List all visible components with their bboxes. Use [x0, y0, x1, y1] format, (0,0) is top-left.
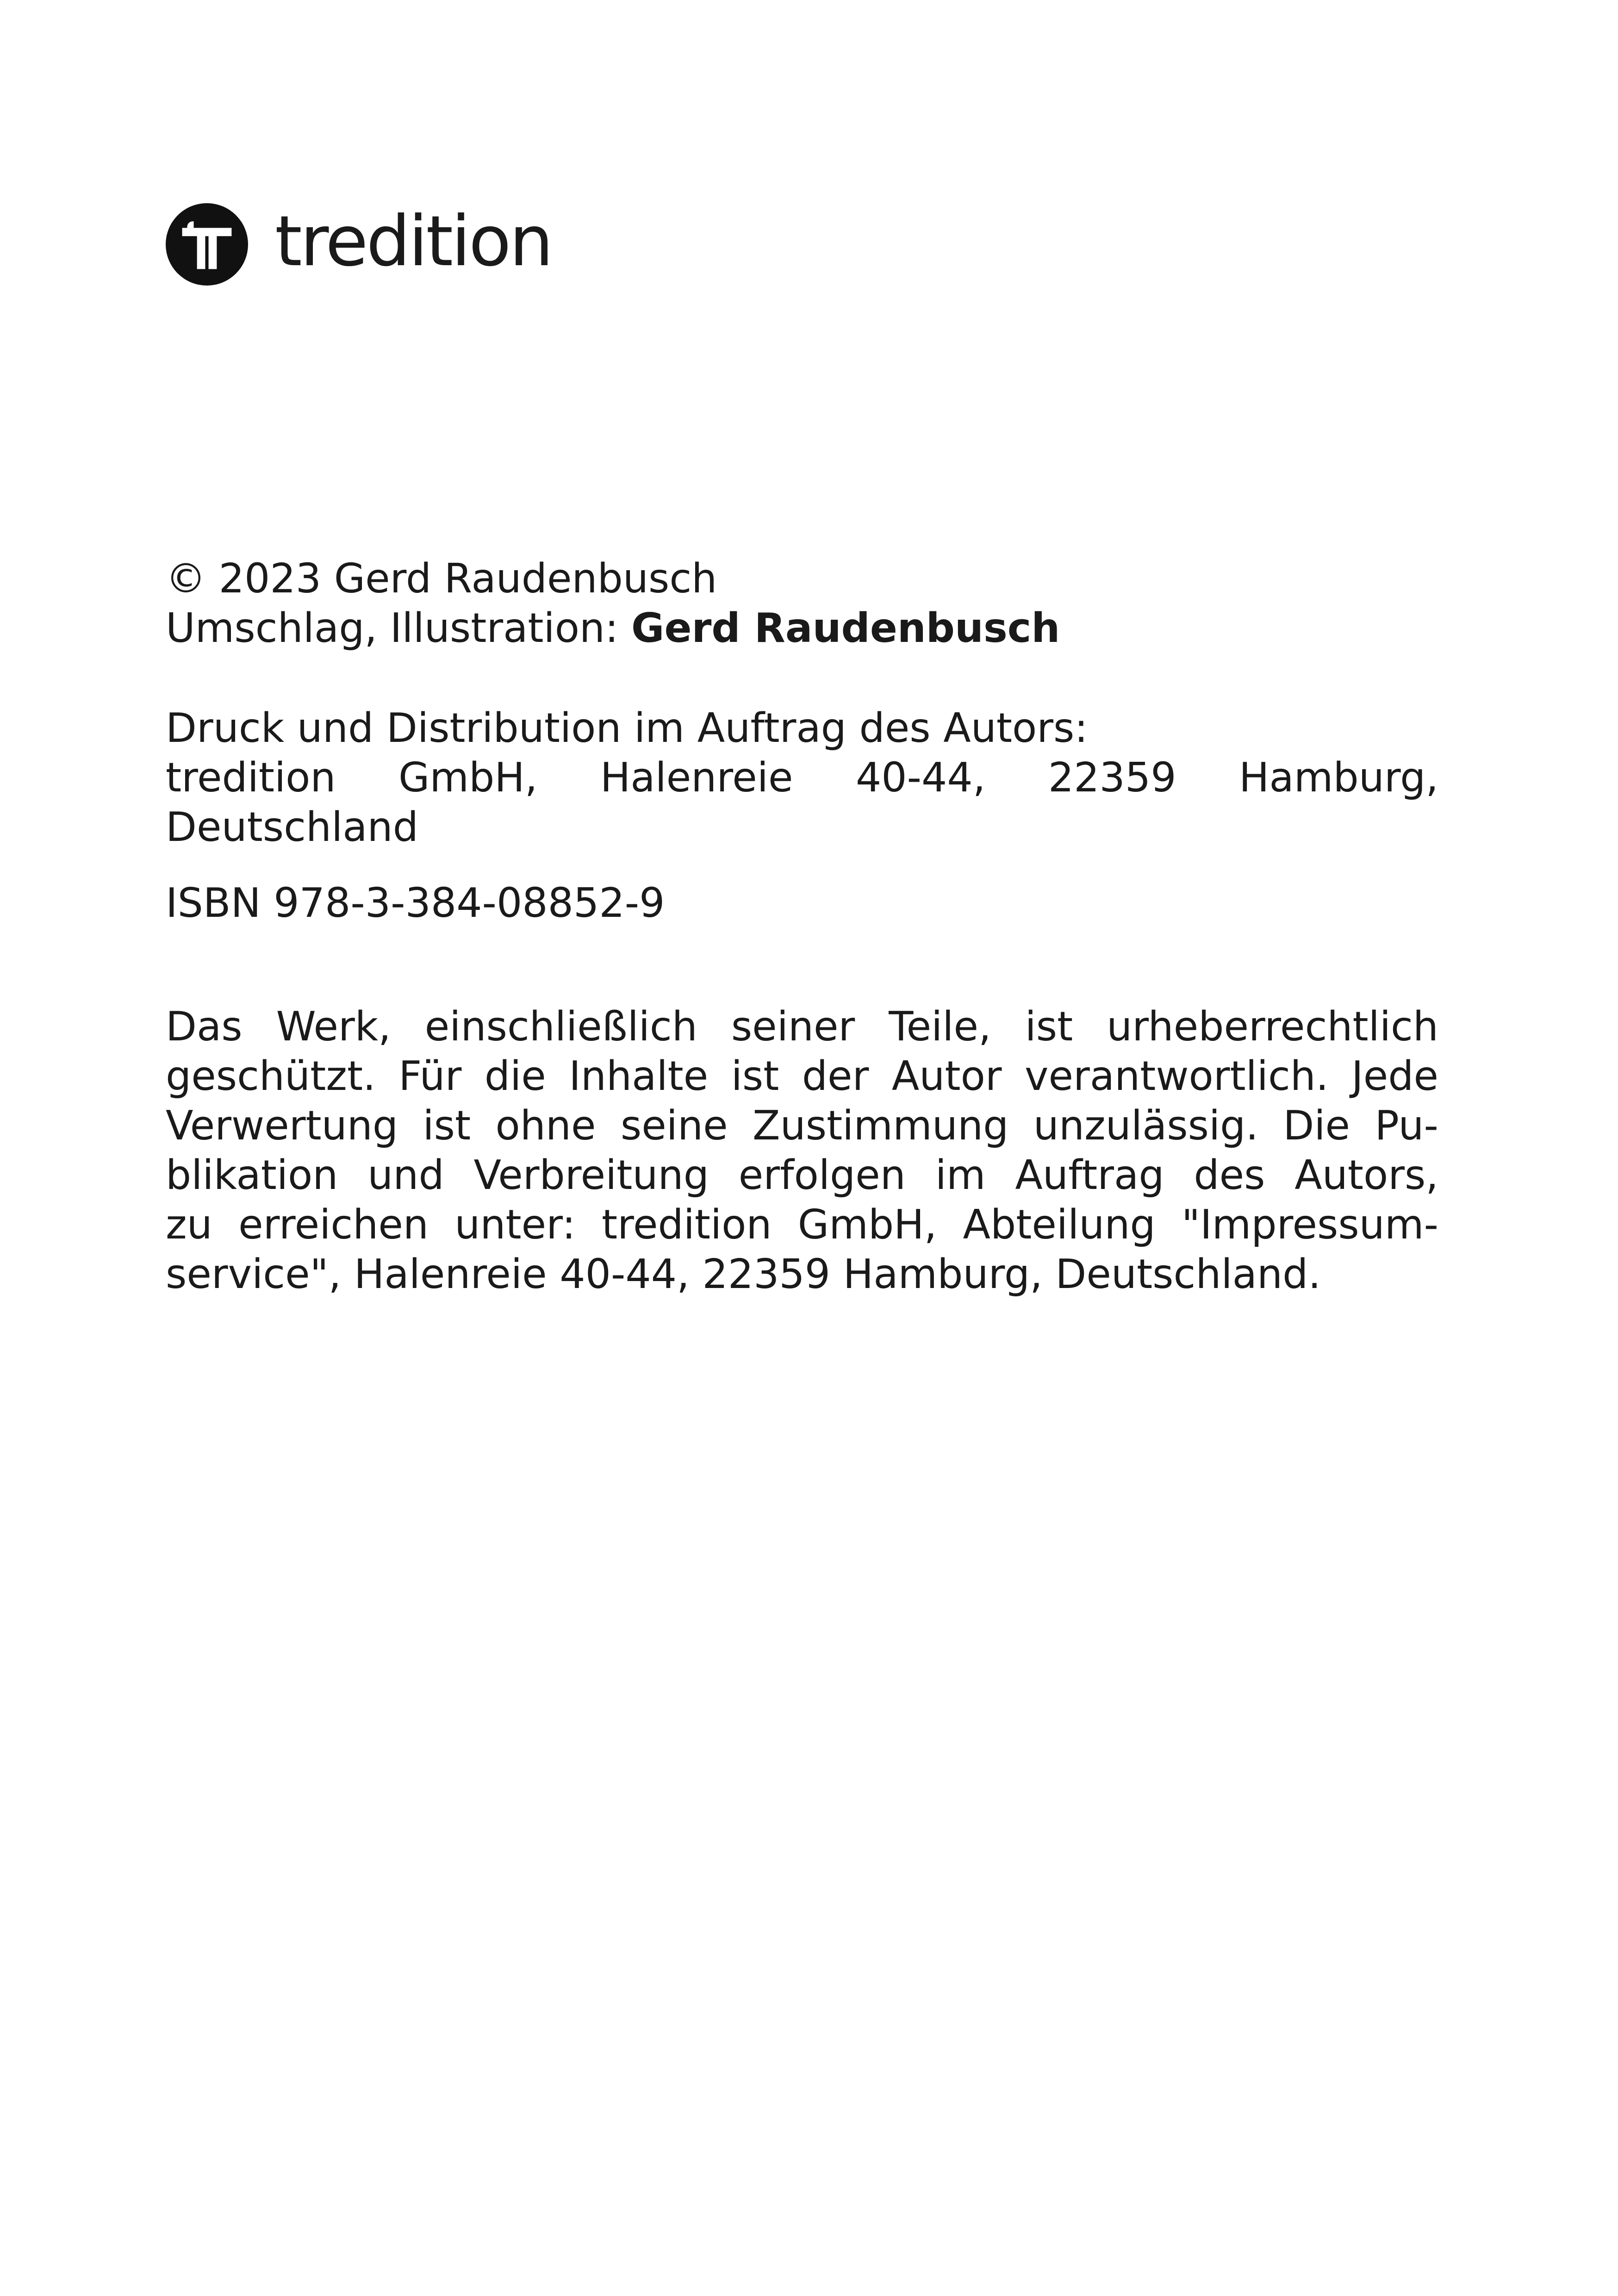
legal-word: seiner [731, 1003, 855, 1050]
legal-word: geschützt. [166, 1052, 376, 1100]
legal-last-line: service", Halenreie 40-44, 22359 Hamburg, Deutschland. [166, 1251, 1321, 1298]
cover-credit-name: Gerd Raudenbusch [631, 604, 1060, 652]
legal-word: GmbH, [797, 1201, 937, 1248]
legal-word: ist [731, 1052, 779, 1100]
distribution-intro: Druck und Distribution im Auftrag des Autors: [166, 704, 1088, 752]
legal-word: seine [620, 1102, 728, 1149]
legal-word: der [802, 1052, 869, 1100]
legal-line [166, 1101, 1438, 1151]
address-word: Hamburg, [1239, 754, 1438, 801]
address-word: 22359 [1048, 754, 1176, 801]
copyright-block [166, 554, 1438, 653]
legal-line [166, 1002, 1438, 1052]
address-word: GmbH, [398, 754, 538, 801]
legal-word: einschließlich [424, 1003, 697, 1050]
legal-word: verantwortlich. [1025, 1052, 1329, 1100]
legal-word: Autors, [1294, 1151, 1438, 1199]
distribution-block [166, 703, 1438, 852]
legal-word: Jede [1351, 1052, 1438, 1100]
legal-word: blikation [166, 1151, 338, 1199]
cover-credit-label: Umschlag, Illustration: [166, 604, 632, 652]
address-word: 40-44, [855, 754, 986, 801]
legal-word: zu [166, 1201, 212, 1248]
legal-line [166, 1200, 1438, 1250]
legal-word: ist [423, 1102, 471, 1149]
legal-word: Abteilung [963, 1201, 1156, 1248]
legal-word: Verwertung [166, 1102, 398, 1149]
legal-word: und [367, 1151, 444, 1199]
address-word: tredition [166, 754, 336, 801]
legal-word: Die [1283, 1102, 1350, 1149]
distribution-country: Deutschland [166, 803, 418, 851]
legal-word: ist [1025, 1003, 1073, 1050]
legal-word: erreichen [238, 1201, 429, 1248]
copyright-line: © 2023 Gerd Raudenbusch [166, 555, 717, 602]
legal-line [166, 1052, 1438, 1101]
legal-word: Für [398, 1052, 462, 1100]
legal-word: Autor [891, 1052, 1002, 1100]
legal-word: Verbreitung [473, 1151, 709, 1199]
isbn-block [166, 878, 1438, 928]
legal-word: Teile, [889, 1003, 991, 1050]
legal-word: Pu- [1375, 1102, 1438, 1149]
legal-word: Auftrag [1015, 1151, 1164, 1199]
distribution-address [166, 753, 1438, 803]
legal-word: Zustimmung [753, 1102, 1009, 1149]
legal-notice [166, 1002, 1438, 1299]
cover-credit-line [166, 604, 1438, 653]
legal-word: des [1194, 1151, 1265, 1199]
legal-word: erfolgen [738, 1151, 906, 1199]
legal-word: ohne [495, 1102, 596, 1149]
publisher-logo [166, 198, 552, 291]
legal-line [166, 1151, 1438, 1200]
legal-word: Das [166, 1003, 243, 1050]
logo-wordmark: tredition [275, 201, 552, 282]
legal-word: Inhalte [569, 1052, 709, 1100]
legal-word: Werk, [276, 1003, 391, 1050]
isbn-number: ISBN 978-3-384-08852-9 [166, 879, 665, 927]
legal-word: im [935, 1151, 986, 1199]
address-word: Halenreie [600, 754, 793, 801]
legal-word: tredition [602, 1201, 772, 1248]
legal-word: urheberrechtlich [1107, 1003, 1438, 1050]
legal-word: die [484, 1052, 546, 1100]
tredition-logo-icon [166, 203, 248, 286]
legal-word: "Impressum- [1182, 1201, 1438, 1248]
legal-word: unzulässig. [1033, 1102, 1259, 1149]
legal-word: unter: [454, 1201, 576, 1248]
